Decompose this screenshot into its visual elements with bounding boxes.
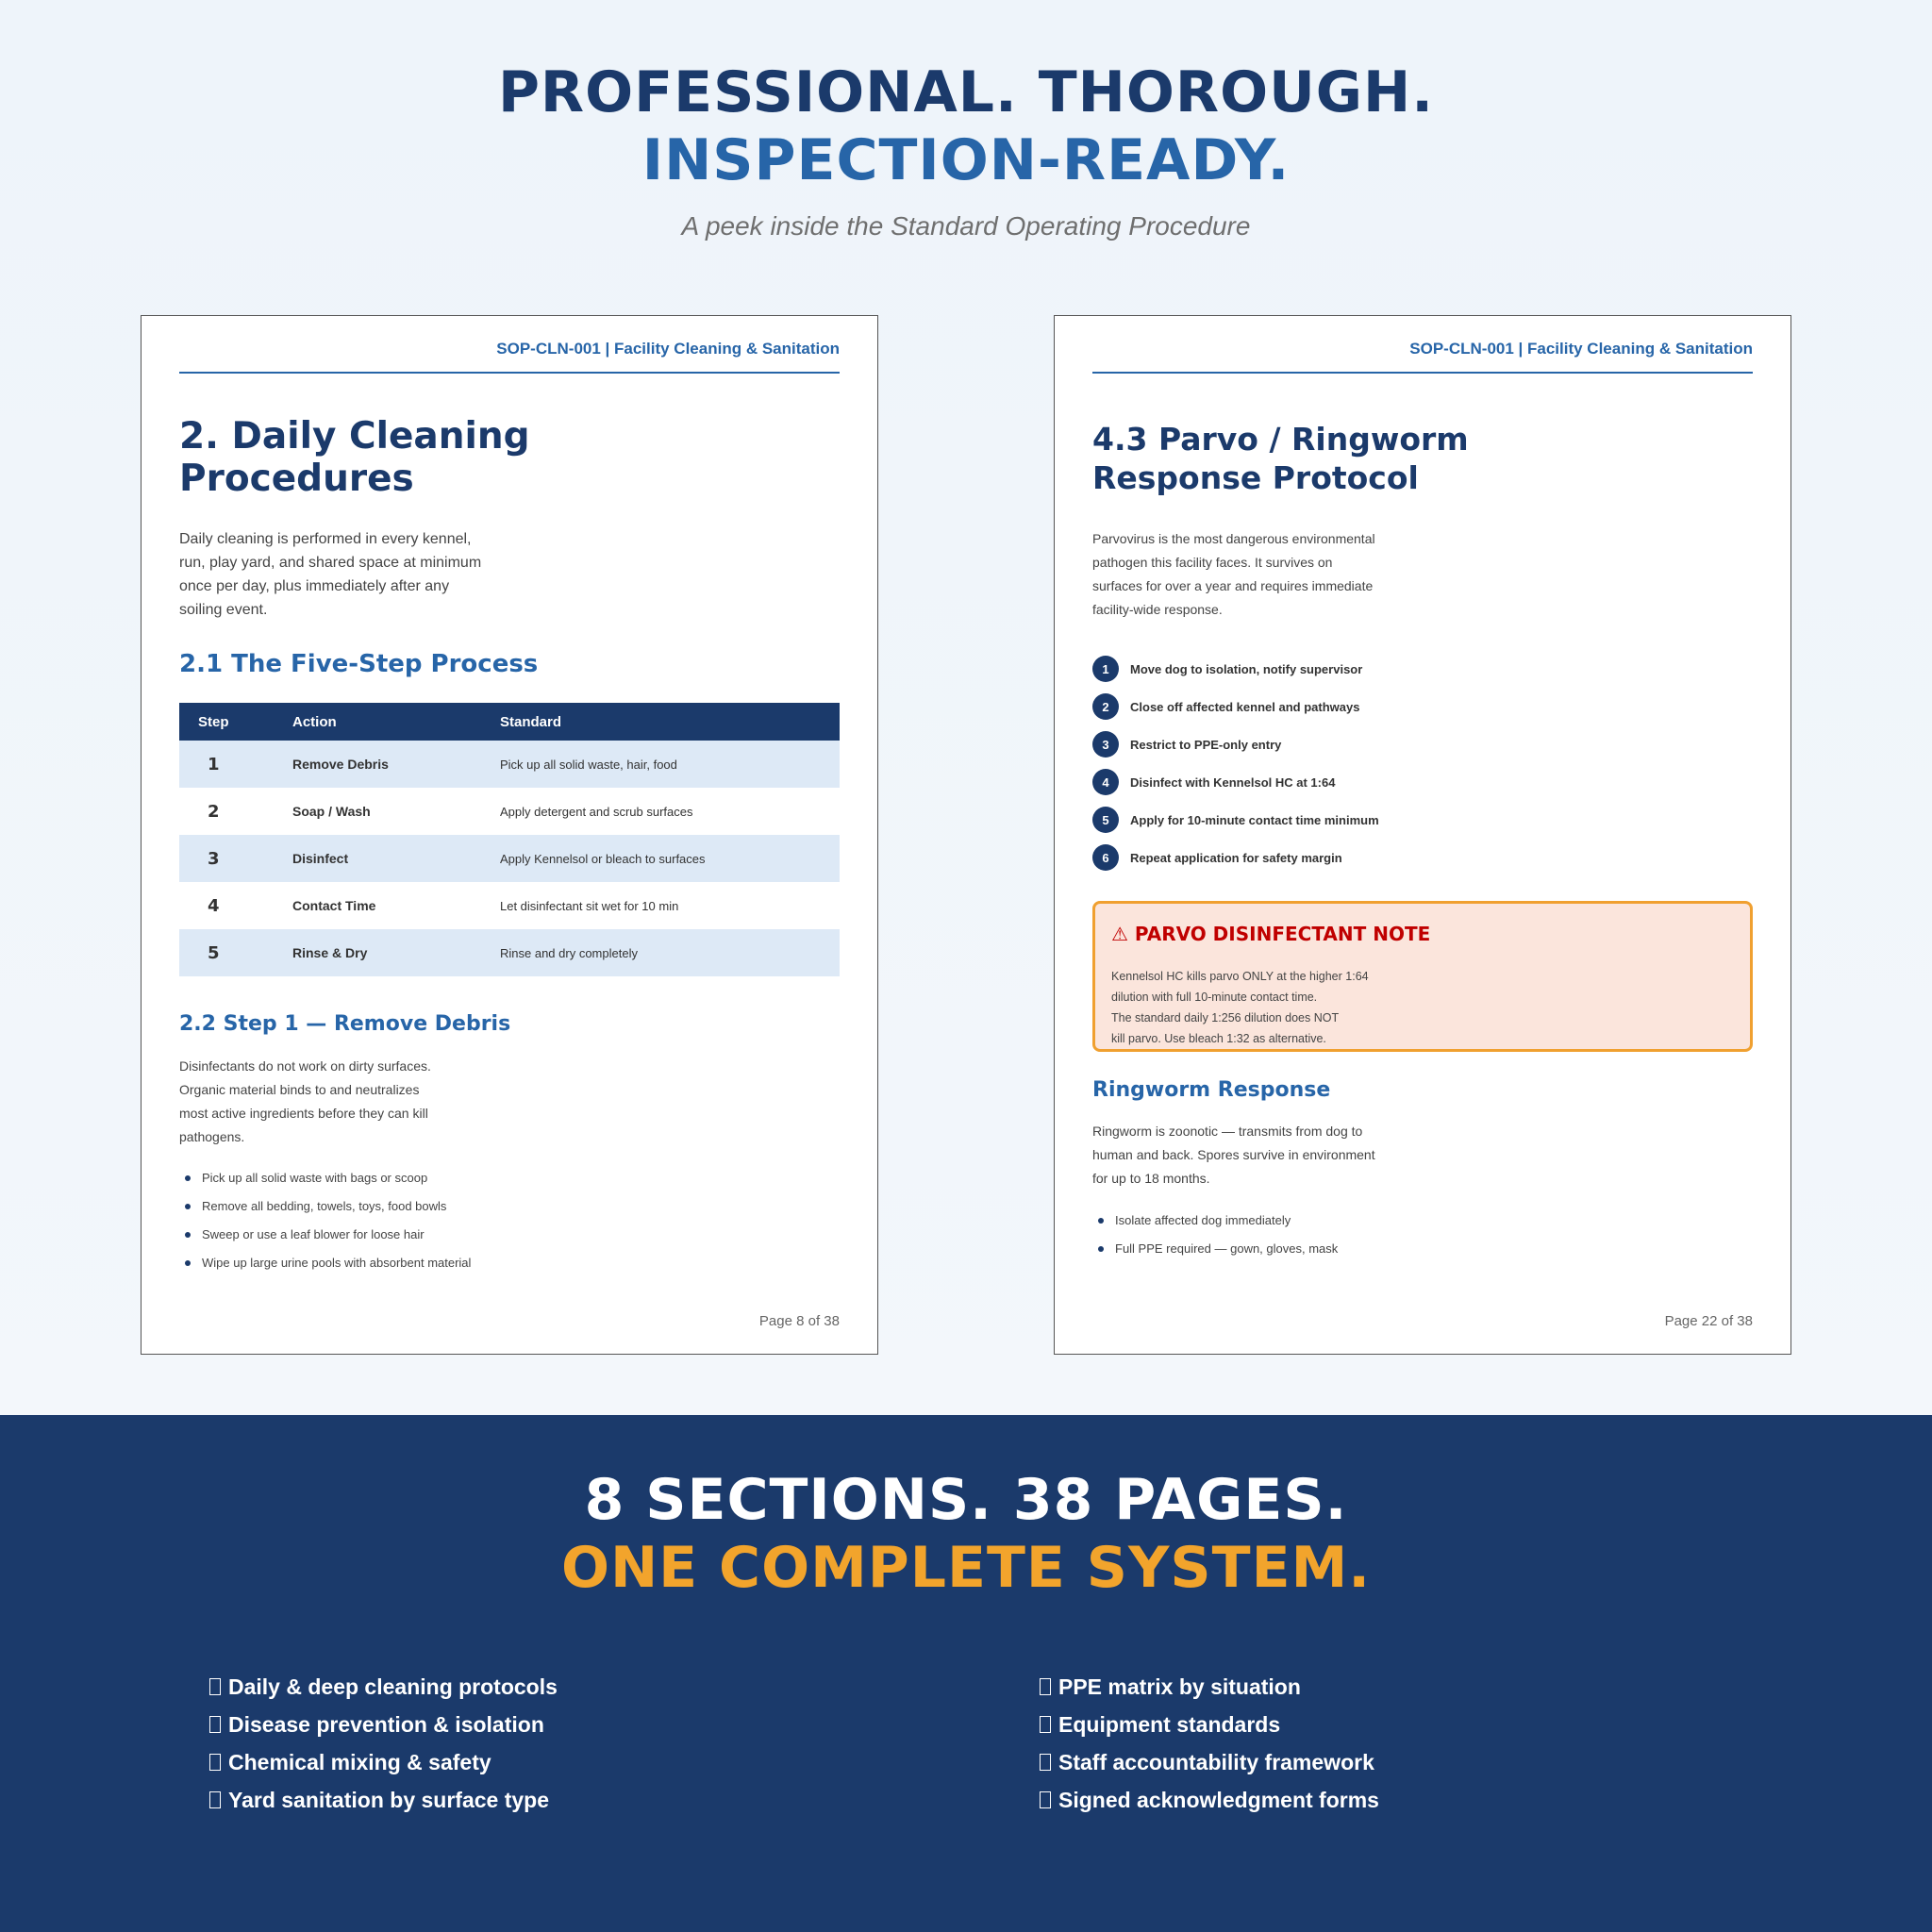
intro-paragraph (179, 527, 481, 622)
intro-line: pathogen this facility faces. It survives on (1092, 555, 1333, 570)
list-item (1040, 1781, 1379, 1819)
list-item (209, 1781, 558, 1819)
warning-line: The standard daily 1:256 dilution does NOT (1111, 1011, 1340, 1024)
page-title-line-2: Procedures (179, 458, 414, 500)
table-row (179, 835, 840, 882)
intro-line: Daily cleaning is performed in every kennel, (179, 531, 472, 547)
step-number: 4 (208, 895, 220, 916)
intro-paragraph (1092, 527, 1375, 622)
intro-line: soiling event. (179, 602, 268, 618)
step-action: Contact Time (292, 898, 376, 913)
hero (0, 58, 1932, 242)
table-row (179, 788, 840, 835)
list-item (1092, 688, 1379, 725)
step-standard: Pick up all solid waste, hair, food (500, 741, 840, 788)
step-standard: Rinse and dry completely (500, 929, 840, 976)
step-text: Move dog to isolation, notify supervisor (1130, 661, 1363, 676)
warning-title: ⚠ PARVO DISINFECTANT NOTE (1111, 923, 1431, 945)
list-item: Wipe up large urine pools with absorbent material (179, 1254, 471, 1282)
step-badge: 6 (1092, 844, 1119, 871)
intro-line: Parvovirus is the most dangerous environmental (1092, 531, 1375, 546)
table-header-row (179, 703, 840, 741)
feature-text: Staff accountability framework (1058, 1750, 1374, 1774)
list-item (209, 1743, 558, 1781)
feature-text: Signed acknowledgment forms (1058, 1788, 1379, 1812)
body-line: for up to 18 months. (1092, 1171, 1210, 1186)
intro-line: surfaces for over a year and requires immediate (1092, 578, 1374, 593)
body-line: Organic material binds to and neutralizes (179, 1082, 420, 1097)
list-item (1040, 1706, 1379, 1743)
banner-line-1: 8 SECTIONS. 38 PAGES. (584, 1467, 1348, 1533)
page-header: SOP-CLN-001 | Facility Cleaning & Sanitation (179, 340, 840, 374)
checkbox-icon (1040, 1791, 1051, 1808)
page-title-line-2: Response Protocol (1092, 459, 1419, 496)
body-line: human and back. Spores survive in environment (1092, 1147, 1375, 1162)
table-row (179, 741, 840, 788)
page-title-line-1: 2. Daily Cleaning (179, 415, 530, 458)
list-item (1092, 725, 1379, 763)
banner-line-2: ONE COMPLETE SYSTEM. (560, 1535, 1372, 1601)
checkbox-icon (209, 1754, 221, 1771)
ringworm-heading: Ringworm Response (1092, 1078, 1331, 1102)
list-item (1040, 1743, 1379, 1781)
list-item (1092, 839, 1379, 876)
intro-line: facility-wide response. (1092, 602, 1223, 617)
list-item: Sweep or use a leaf blower for loose hair (179, 1225, 471, 1254)
list-item: Full PPE required — gown, gloves, mask (1092, 1240, 1338, 1268)
step-number: 1 (179, 741, 292, 788)
checkbox-icon (209, 1678, 221, 1695)
checkbox-icon (1040, 1716, 1051, 1733)
step-standard: Apply detergent and scrub surfaces (500, 804, 693, 819)
response-steps (1092, 650, 1379, 876)
step-text: Close off affected kennel and pathways (1130, 699, 1360, 714)
feature-text: Chemical mixing & safety (228, 1750, 491, 1774)
step-badge: 1 (1092, 656, 1119, 682)
list-item (1092, 763, 1379, 801)
table-row (179, 882, 840, 929)
step-text: Repeat application for safety margin (1130, 850, 1342, 865)
checkbox-icon (1040, 1678, 1051, 1695)
step-badge: 3 (1092, 731, 1119, 758)
section-heading-2-1: 2.1 The Five-Step Process (179, 650, 539, 678)
list-item (209, 1668, 558, 1706)
checkbox-icon (1040, 1754, 1051, 1771)
body-line: most active ingredients before they can kill (179, 1106, 428, 1121)
body-paragraph (179, 1055, 431, 1149)
step-text: Apply for 10-minute contact time minimum (1130, 812, 1379, 827)
hero-line-1: PROFESSIONAL. THOROUGH. (497, 59, 1435, 125)
ringworm-paragraph (1092, 1120, 1375, 1191)
step-text: Restrict to PPE-only entry (1130, 737, 1282, 752)
step-number: 3 (179, 835, 292, 882)
column-header-standard: Standard (500, 703, 840, 741)
table-row (179, 929, 840, 976)
step-number: 2 (208, 801, 220, 822)
checkbox-icon (209, 1791, 221, 1808)
sop-page-left (141, 315, 878, 1355)
warning-line: Kennelsol HC kills parvo ONLY at the higher 1:64 (1111, 970, 1369, 983)
intro-line: once per day, plus immediately after any (179, 578, 450, 594)
page-title (179, 415, 530, 500)
section-heading-2-2: 2.2 Step 1 — Remove Debris (179, 1012, 511, 1036)
list-item (209, 1706, 558, 1743)
body-line: pathogens. (179, 1129, 245, 1144)
step-badge: 5 (1092, 807, 1119, 833)
list-item (1040, 1668, 1379, 1706)
step-action: Rinse & Dry (292, 929, 500, 976)
step-standard: Apply Kennelsol or bleach to surfaces (500, 835, 840, 882)
warning-body (1111, 966, 1369, 1049)
page-number: Page 22 of 38 (1664, 1313, 1753, 1329)
feature-text: Equipment standards (1058, 1712, 1281, 1737)
feature-text: Yard sanitation by surface type (228, 1788, 550, 1812)
body-line: Ringworm is zoonotic — transmits from dog to (1092, 1124, 1363, 1139)
list-item (1092, 801, 1379, 839)
banner-headline (0, 1466, 1932, 1602)
step-badge: 4 (1092, 769, 1119, 795)
page-header: SOP-CLN-001 | Facility Cleaning & Sanitation (1092, 340, 1753, 374)
step-badge: 2 (1092, 693, 1119, 720)
hero-line-2: INSPECTION-READY. (641, 127, 1291, 193)
feature-text: PPE matrix by situation (1058, 1674, 1301, 1699)
body-line: Disinfectants do not work on dirty surfaces. (179, 1058, 431, 1074)
hero-headline (0, 58, 1932, 194)
column-header-step: Step (179, 703, 292, 741)
list-item: Isolate affected dog immediately (1092, 1211, 1338, 1240)
ringworm-bullet-list (1092, 1211, 1338, 1268)
five-step-table (179, 703, 840, 976)
hero-subtitle: A peek inside the Standard Operating Procedure (681, 211, 1251, 241)
step-standard: Let disinfectant sit wet for 10 min (500, 898, 679, 913)
list-item: Pick up all solid waste with bags or scoop (179, 1169, 471, 1197)
feature-list-left (209, 1668, 558, 1819)
parvo-warning-note (1092, 901, 1753, 1052)
step-action: Remove Debris (292, 741, 500, 788)
step-action: Disinfect (292, 835, 500, 882)
page-title-line-1: 4.3 Parvo / Ringworm (1092, 421, 1469, 458)
step-text: Disinfect with Kennelsol HC at 1:64 (1130, 774, 1336, 790)
feature-text: Disease prevention & isolation (228, 1712, 544, 1737)
sop-page-right (1054, 315, 1791, 1355)
intro-line: run, play yard, and shared space at minimum (179, 555, 482, 571)
page-title (1092, 420, 1469, 497)
feature-banner (0, 1415, 1932, 1932)
checkbox-icon (209, 1716, 221, 1733)
column-header-action: Action (292, 703, 500, 741)
feature-list-right (1040, 1668, 1379, 1819)
page-number: Page 8 of 38 (758, 1313, 840, 1329)
step-action: Soap / Wash (292, 804, 371, 819)
warning-line: dilution with full 10-minute contact time. (1111, 991, 1318, 1004)
warning-line: kill parvo. Use bleach 1:32 as alternative. (1111, 1032, 1326, 1045)
step-number: 5 (179, 929, 292, 976)
list-item (1092, 650, 1379, 688)
feature-text: Daily & deep cleaning protocols (228, 1674, 558, 1699)
debris-bullet-list (179, 1169, 471, 1282)
list-item: Remove all bedding, towels, toys, food bowls (179, 1197, 471, 1225)
